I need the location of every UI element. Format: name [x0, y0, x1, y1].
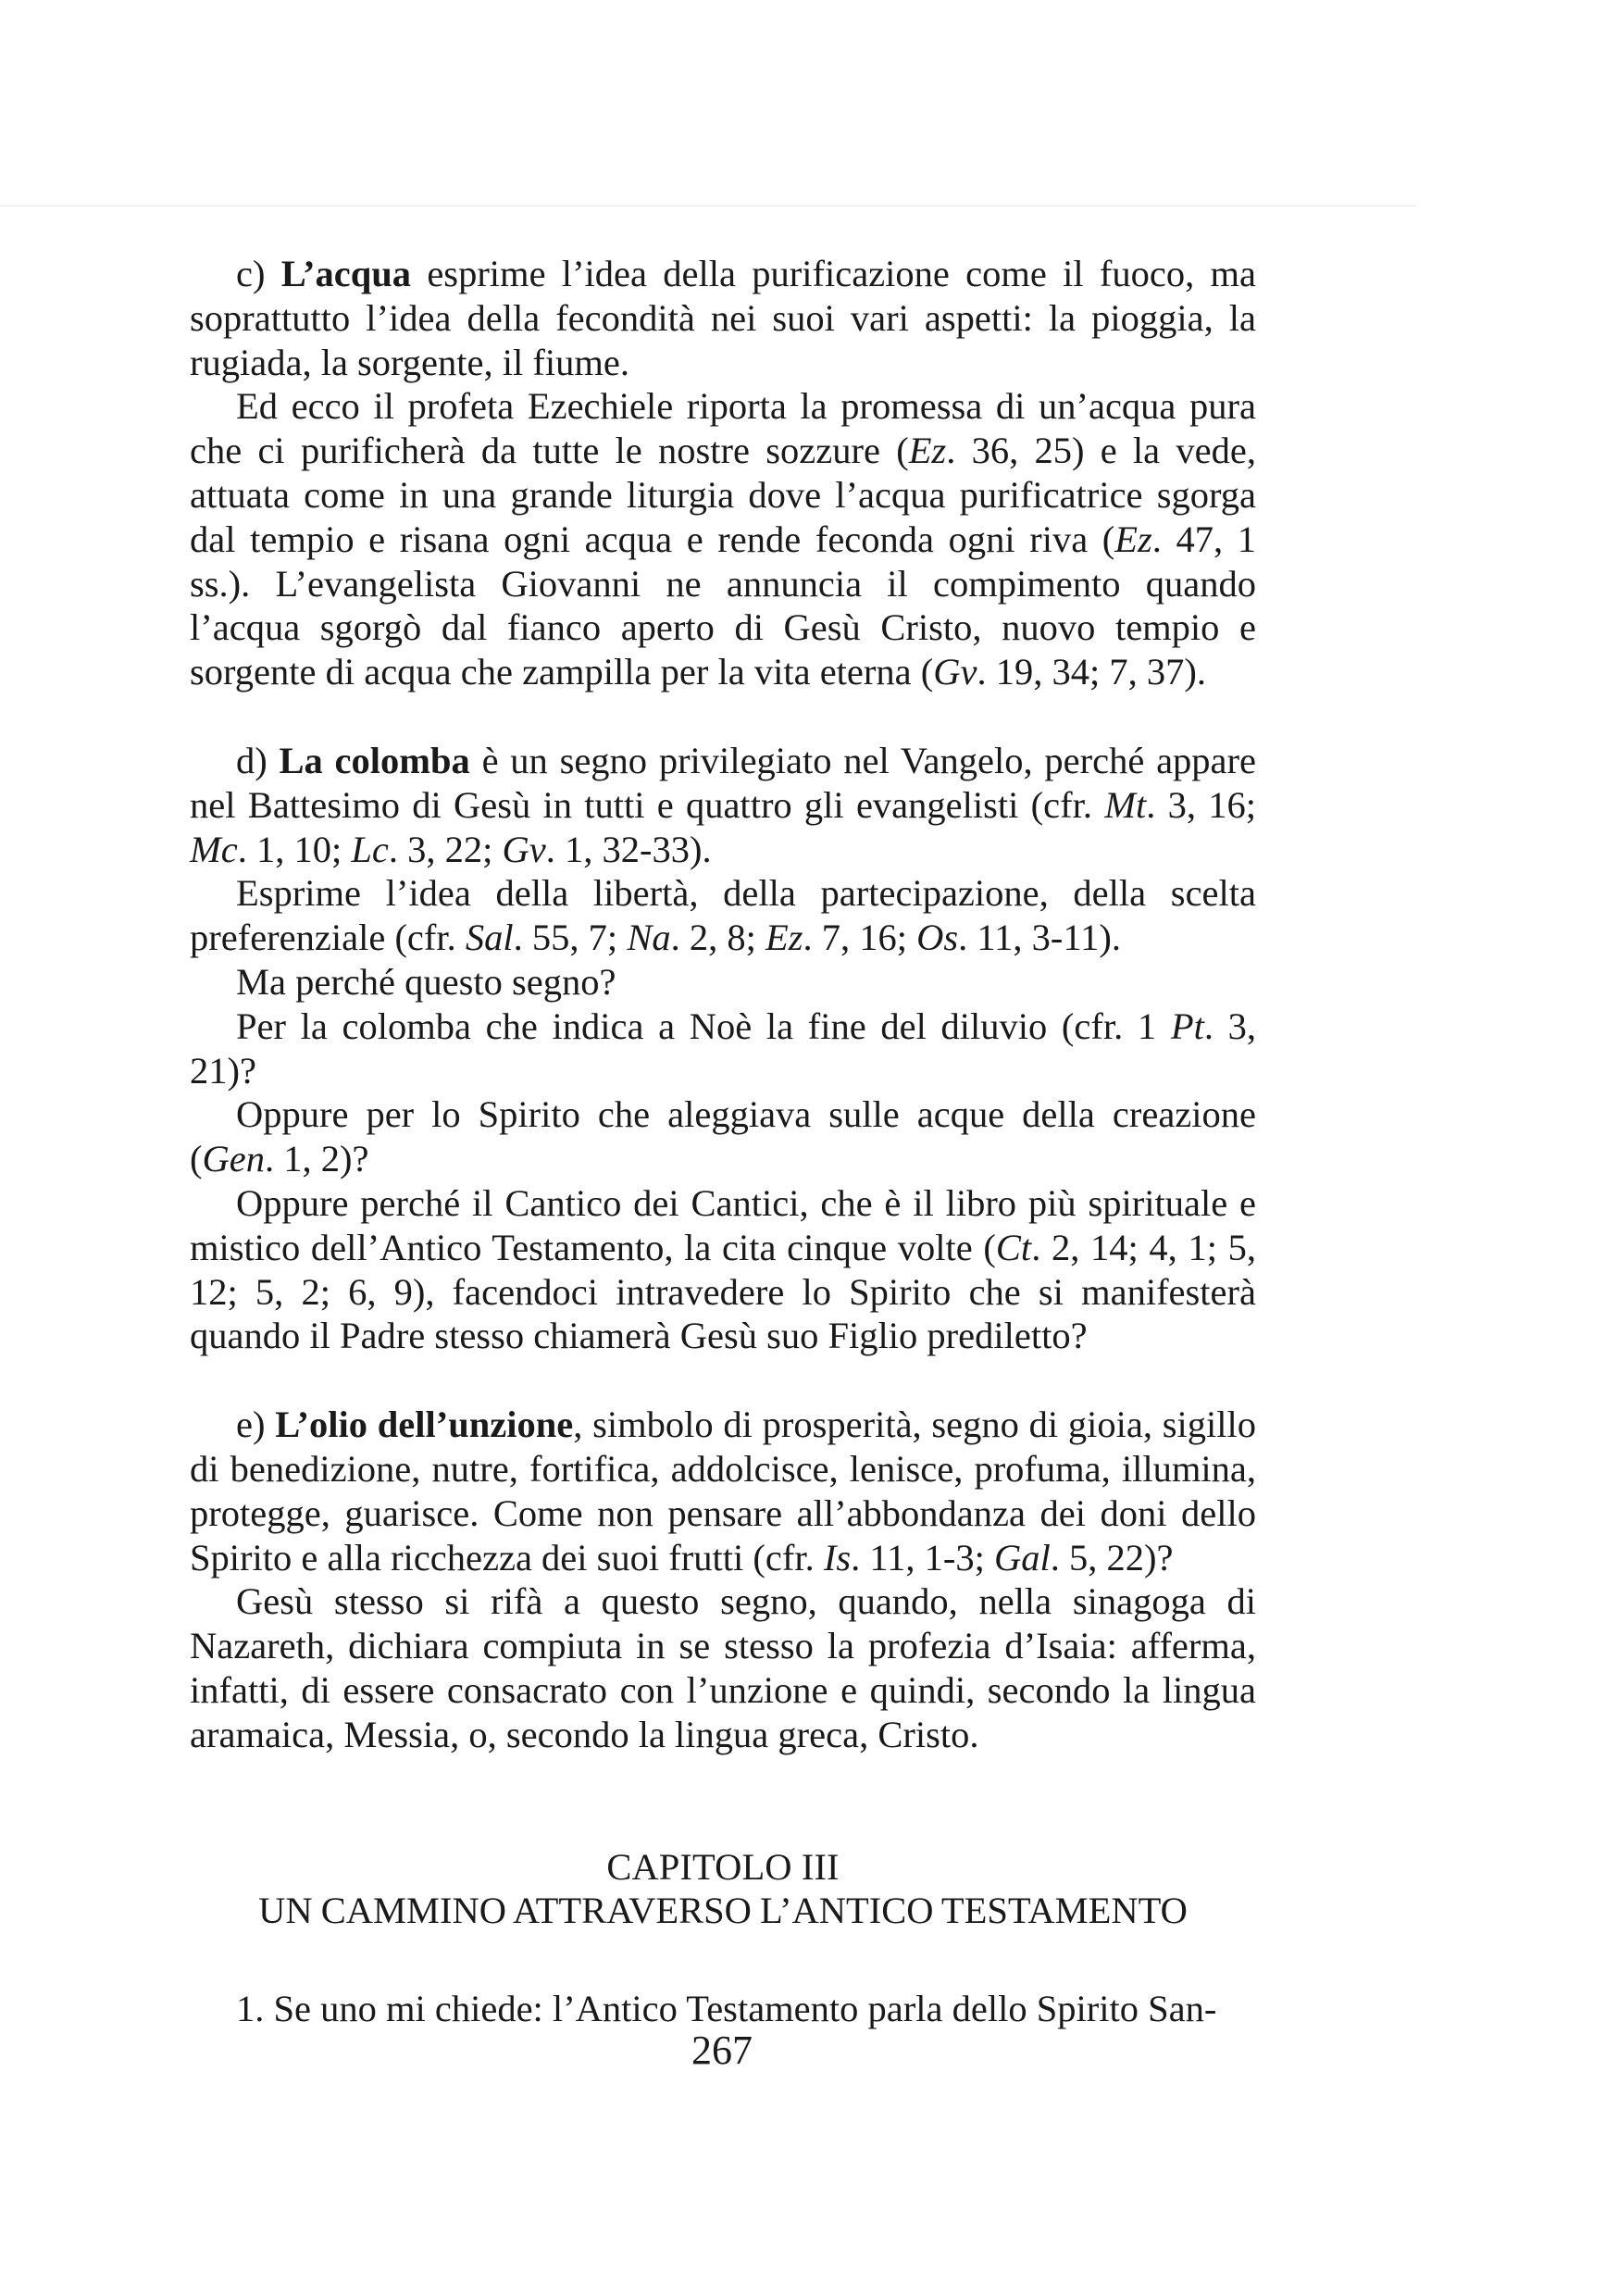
paragraph-e-2 [190, 1579, 1256, 1756]
italic-run: Gal [993, 1536, 1051, 1578]
italic-run: Gen [202, 1138, 265, 1180]
bold-run: La colomba [279, 739, 470, 781]
paragraph-c-2 [190, 384, 1256, 694]
text-run: Ma perché questo segno? [236, 960, 616, 1003]
paragraph-d-6 [190, 1181, 1256, 1358]
page-number: 267 [691, 2028, 753, 2073]
text-run: . 3, 16; [1146, 783, 1256, 826]
text-run: . 19, 34; 7, 37). [977, 651, 1206, 693]
paragraph-e-1 [190, 1403, 1256, 1579]
text-run: . 1, 10; [237, 828, 352, 870]
text-run: . 11, 1-3; [851, 1536, 994, 1578]
paragraph-d-1 [190, 739, 1256, 871]
paragraph-d-2 [190, 871, 1256, 960]
text-run: . 55, 7; [513, 917, 628, 959]
italic-run: Sal [465, 917, 514, 959]
text-run: . 2, 8; [670, 917, 765, 959]
bold-run: L’acqua [280, 253, 412, 294]
text-run: 1. Se uno mi chiede: l’Antico Testamento parla dello Spirito San- [236, 1988, 1217, 2030]
text-run: Ed ecco il profeta Ezechiele riporta la promessa di un’acqua pura che ci purificherà da tutte le nostre sozzure ( [190, 385, 1256, 472]
text-run: è un segno privilegiato nel Vangelo, perché appare nel Battesimo di Gesù in tutti e quattro gli evangelisti (cfr. [190, 739, 1256, 826]
text-run: . 3, 21)? [190, 1004, 1256, 1092]
italic-run: Pt [1170, 1004, 1204, 1047]
italic-run: Ez [908, 430, 947, 472]
page-body [190, 252, 1256, 2031]
section-d [190, 739, 1256, 1358]
text-run: . 2, 14; 4, 1; 5, 12; 5, 2; 6, 9), facendoci intravedere lo Spirito che si manifesterà quando il Padre stesso chiamerà Gesù suo Figlio prediletto? [190, 1226, 1256, 1357]
text-run: Oppure perché il Cantico dei Cantici, che è il libro più spirituale e mistico dell’Antico Testamento, la cita cinque volte ( [190, 1181, 1256, 1268]
italic-run: Mt [1104, 783, 1147, 826]
text-run: Esprime l’idea della libertà, della partecipazione, della scelta preferenziale (cfr. [190, 872, 1256, 959]
text-run: c) [236, 253, 281, 294]
text-run: . 1, 32-33). [545, 828, 712, 870]
italic-run: Mc [190, 828, 238, 870]
bold-run: L’olio dell’unzione [275, 1404, 574, 1446]
section-e [190, 1403, 1256, 1756]
text-run: . 36, 25) e la vede, attuata come in una grande liturgia dove l’acqua purificatrice sgorga dal tempio e risana ogni acqua e rende feconda ogni riva ( [190, 430, 1256, 560]
italic-run: Na [627, 917, 671, 959]
paragraph-d-4 [190, 1004, 1256, 1093]
italic-run: Ez [765, 917, 803, 959]
text-run: . 7, 16; [803, 917, 917, 959]
text-run: . 1, 2)? [264, 1138, 369, 1180]
italic-run: Ct [995, 1226, 1032, 1268]
section-c [190, 252, 1256, 694]
italic-run: Gv [502, 828, 546, 870]
chapter-label: CAPITOLO III [606, 1845, 840, 1888]
text-run: d) [236, 739, 280, 781]
paragraph-d-5 [190, 1092, 1256, 1181]
italic-run: Gv [933, 651, 977, 693]
paragraph-c-1 [190, 252, 1256, 384]
text-run: Oppure per lo Spirito che aleggiava sulle acque della creazione ( [190, 1093, 1256, 1180]
italic-run: Lc [351, 828, 389, 870]
text-run: . 5, 22)? [1050, 1536, 1174, 1578]
paragraph-d-3 [190, 960, 1256, 1004]
text-run: , simbolo di prosperità, segno di gioia, sigillo di benedizione, nutre, fortifica, addolcisce, lenisce, profuma, illumina, protegge, guarisce. Come non pensare all’abbondanza dei doni dello Spirito e alla ricchezza dei suoi frutti (cfr. [190, 1404, 1256, 1578]
text-run: e) [236, 1404, 276, 1446]
text-run: Per la colomba che indica a Noè la fine del diluvio (cfr. 1 [236, 1004, 1171, 1047]
italic-run: Ez [1114, 518, 1152, 560]
italic-run: Is [823, 1536, 852, 1578]
chapter-title: UN CAMMINO ATTRAVERSO L’ANTICO TESTAMENTO [258, 1890, 1188, 1932]
italic-run: Os [916, 917, 959, 959]
text-run: . 11, 3-11). [958, 917, 1121, 959]
text-run: esprime l’idea della purificazione come il fuoco, ma soprattutto l’idea della fecondità nei suoi vari aspetti: la pioggia, la rugiada, la sorgente, il fiume. [190, 253, 1257, 383]
text-run: Gesù stesso si rifà a questo segno, quando, nella sinagoga di Nazareth, dichiara compiuta in se stesso la profezia d’Isaia: afferma, infatti, di essere consacrato con l’unzione e quindi, secondo la lingua aramaica, Messia, o, secondo la lingua greca, Cristo. [190, 1580, 1256, 1755]
closing-paragraph [190, 1987, 1256, 2031]
text-run: . 3, 22; [388, 828, 503, 870]
text-run: . 47, 1 ss.). L’evangelista Giovanni ne annuncia il compimento quando l’acqua sgorgò dal fianco aperto di Gesù Cristo, nuovo tempio e sorgente di acqua che zampilla per la vita eterna ( [190, 518, 1256, 693]
